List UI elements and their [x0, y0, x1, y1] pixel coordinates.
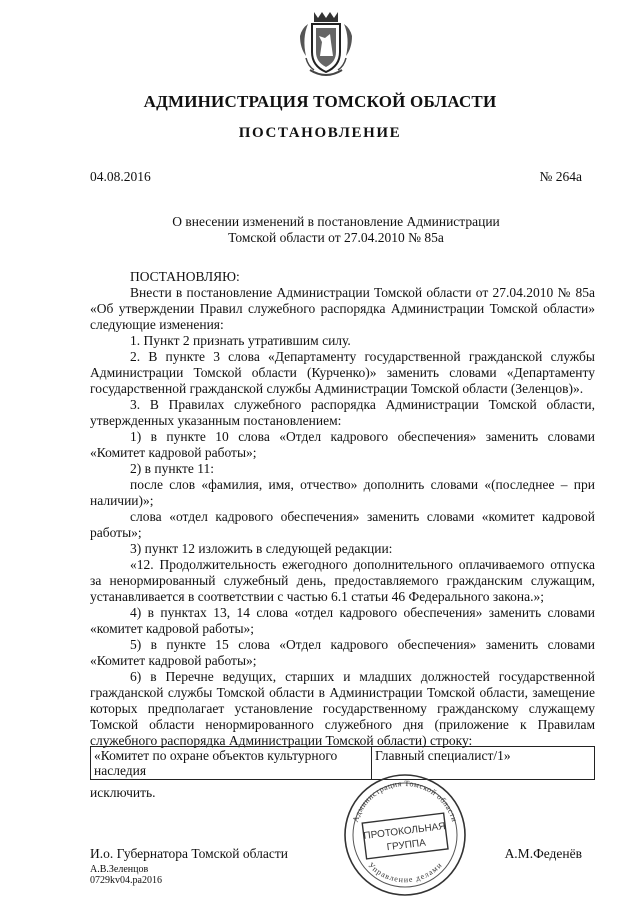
body-paragraph: 2) в пункте 11:: [130, 461, 214, 476]
document-date: 04.08.2016: [90, 169, 151, 184]
signatory-name: А.М.Феденёв: [504, 846, 582, 861]
body-paragraph: 3. В Правилах служебного распорядка Администрации Томской области, утвержденных указанным постановлением:: [90, 397, 595, 428]
executor-info: [90, 864, 162, 886]
body-paragraph: 4) в пунктах 13, 14 слова «отдел кадрового обеспечения» заменить словами «комитет кадровой работы»;: [90, 605, 595, 636]
body-paragraph: 1. Пункт 2 признать утратившим силу.: [130, 333, 351, 348]
subject-line-2: Томской области от 27.04.2010 № 85а: [228, 230, 444, 245]
table-cell-position: Главный специалист/1»: [372, 747, 595, 780]
table-cell-committee: «Комитет по охране объектов культурного наследия: [91, 747, 372, 780]
body-paragraph: 2. В пункте 3 слова «Департаменту государственной гражданской службы Администрации Томской области (Курченко)» заменить словами «Департаменту государственной гражданской службы Администрации Томской области (Зеленцов)».: [90, 349, 595, 396]
protocol-group-stamp: [342, 772, 468, 898]
subject-line-1: О внесении изменений в постановление Администрации: [172, 214, 500, 229]
svg-text:Управление делами: [366, 860, 444, 884]
decree-word: ПОСТАНОВЛЯЮ:: [130, 269, 240, 284]
executor-name: А.В.Зеленцов: [90, 864, 149, 875]
body-paragraph: 6) в Перечне ведущих, старших и младших должностей государственной гражданской службы Томской области в Администрации Томской области, замещение которых предполагает установление государственному гражданскому служащему Томской области ненормированного служебного дня (приложение к Правилам служебного распорядка Администрации Томской области) строку:: [90, 669, 595, 748]
stamp-ring-bottom: Управление делами: [366, 860, 444, 885]
body-paragraph: Внести в постановление Администрации Томской области от 27.04.2010 № 85а «Об утверждении Правил служебного распорядка Администрации Томской области» следующие изменения:: [90, 285, 595, 332]
document-type: ПОСТАНОВЛЕНИЕ: [238, 125, 402, 141]
document-subject: [90, 214, 582, 246]
document-number: № 264а: [539, 169, 582, 184]
stamp-center-line-2: ГРУППА: [386, 837, 427, 854]
exclude-text: исключить.: [90, 785, 156, 800]
svg-text:Администрация Томской области: [351, 779, 459, 823]
organization-name: АДМИНИСТРАЦИЯ ТОМСКОЙ ОБЛАСТИ: [143, 92, 497, 111]
body-paragraph: «12. Продолжительность ежегодного дополнительного оплачиваемого отпуска за ненормированный служебный день, предоставляемого гражданским служащим, устанавливается в соответствии с частью 6.1 статьи 46 Федерального закона.»;: [90, 557, 595, 604]
body-paragraph: слова «отдел кадрового обеспечения» заменить словами «комитет кадровой работы»;: [90, 509, 595, 540]
body-paragraph: 1) в пункте 10 слова «Отдел кадрового обеспечения» заменить словами «Комитет кадровой работы»;: [90, 429, 595, 460]
stamp-center-line-1: ПРОТОКОЛЬНАЯ: [362, 821, 447, 843]
body-paragraph: 5) в пункте 15 слова «Отдел кадрового обеспечения» заменить словами «Комитет кадровой работы»;: [90, 637, 595, 668]
signatory-position: И.о. Губернатора Томской области: [90, 846, 288, 861]
document-code: 0729kv04.pa2016: [90, 875, 162, 886]
body-paragraph: после слов «фамилия, имя, отчество» дополнить словами «(последнее – при наличии)»;: [90, 477, 595, 508]
stamp-ring-top: Администрация Томской области: [350, 778, 460, 824]
tomsk-coat-of-arms-icon: [296, 8, 356, 80]
document-body: [90, 269, 595, 749]
body-paragraph: 3) пункт 12 изложить в следующей редакции:: [130, 541, 393, 556]
